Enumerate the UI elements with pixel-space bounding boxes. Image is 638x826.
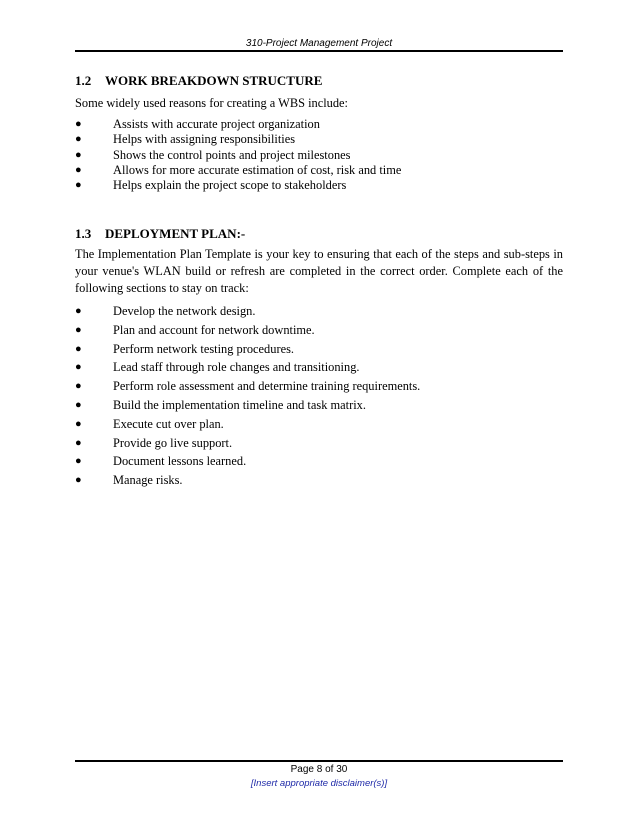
- section-intro: Some widely used reasons for creating a WBS include:: [75, 96, 348, 110]
- bullet-icon: ●: [75, 342, 82, 355]
- header-divider: [75, 50, 563, 52]
- bullet-icon: ●: [75, 118, 82, 130]
- list-item: ● Build the implementation timeline and task matrix.: [75, 396, 563, 415]
- bullet-icon: ●: [75, 474, 82, 487]
- list-item: ● Lead staff through role changes and transitioning.: [75, 358, 563, 377]
- section-heading: [75, 73, 563, 89]
- bullet-icon: ●: [75, 455, 82, 468]
- footer-disclaimer: [Insert appropriate disclaimer(s)]: [250, 778, 388, 789]
- list-item: ● Perform network testing procedures.: [75, 340, 563, 359]
- list-item: ● Execute cut over plan.: [75, 415, 563, 434]
- page-header-title: 310-Project Management Project: [245, 38, 393, 49]
- list-item: ● Manage risks.: [75, 471, 563, 490]
- bullet-list: [75, 117, 563, 193]
- section-number: 1.3: [75, 226, 92, 241]
- list-item: ● Perform role assessment and determine training requirements.: [75, 377, 563, 396]
- bullet-icon: ●: [75, 163, 82, 176]
- bullet-icon: ●: [75, 417, 82, 430]
- list-item: ● Helps with assigning responsibilities: [75, 132, 296, 147]
- bullet-icon: ●: [75, 361, 82, 374]
- section-title: WORK BREAKDOWN STRUCTURE: [105, 73, 323, 88]
- page-number: Page 8 of 30: [290, 764, 348, 775]
- section-number: 1.2: [75, 73, 92, 88]
- list-item: ● Develop the network design.: [75, 302, 563, 321]
- section-deployment: [75, 226, 563, 490]
- list-item: ● Shows the control points and project milestones: [75, 147, 351, 162]
- section-title: DEPLOYMENT PLAN:-: [105, 226, 246, 241]
- footer-divider: [75, 760, 563, 762]
- list-item: ● Allows for more accurate estimation of cost, risk and time: [75, 162, 402, 177]
- section-heading: [75, 226, 563, 242]
- list-item: ● Helps explain the project scope to stakeholders: [75, 178, 347, 193]
- list-item: ● Assists with accurate project organization: [75, 117, 320, 131]
- bullet-icon: ●: [75, 179, 82, 192]
- section-intro: The Implementation Plan Template is your key to ensuring that each of the steps and sub-steps in your venue's WLAN build or refresh are completed in the correct order. Complete each of the following sections to stay on track:: [75, 247, 563, 295]
- bullet-icon: ●: [75, 380, 82, 393]
- bullet-icon: ●: [75, 436, 82, 449]
- bullet-icon: ●: [75, 148, 82, 161]
- bullet-icon: ●: [75, 133, 82, 146]
- section-wbs: [75, 73, 563, 193]
- list-item: ● Plan and account for network downtime.: [75, 321, 563, 340]
- bullet-icon: ●: [75, 398, 82, 411]
- bullet-icon: ●: [75, 323, 82, 336]
- list-item: ● Document lessons learned.: [75, 452, 563, 471]
- list-item: ● Provide go live support.: [75, 434, 563, 453]
- bullet-icon: ●: [75, 305, 82, 317]
- bullet-list: [75, 302, 563, 490]
